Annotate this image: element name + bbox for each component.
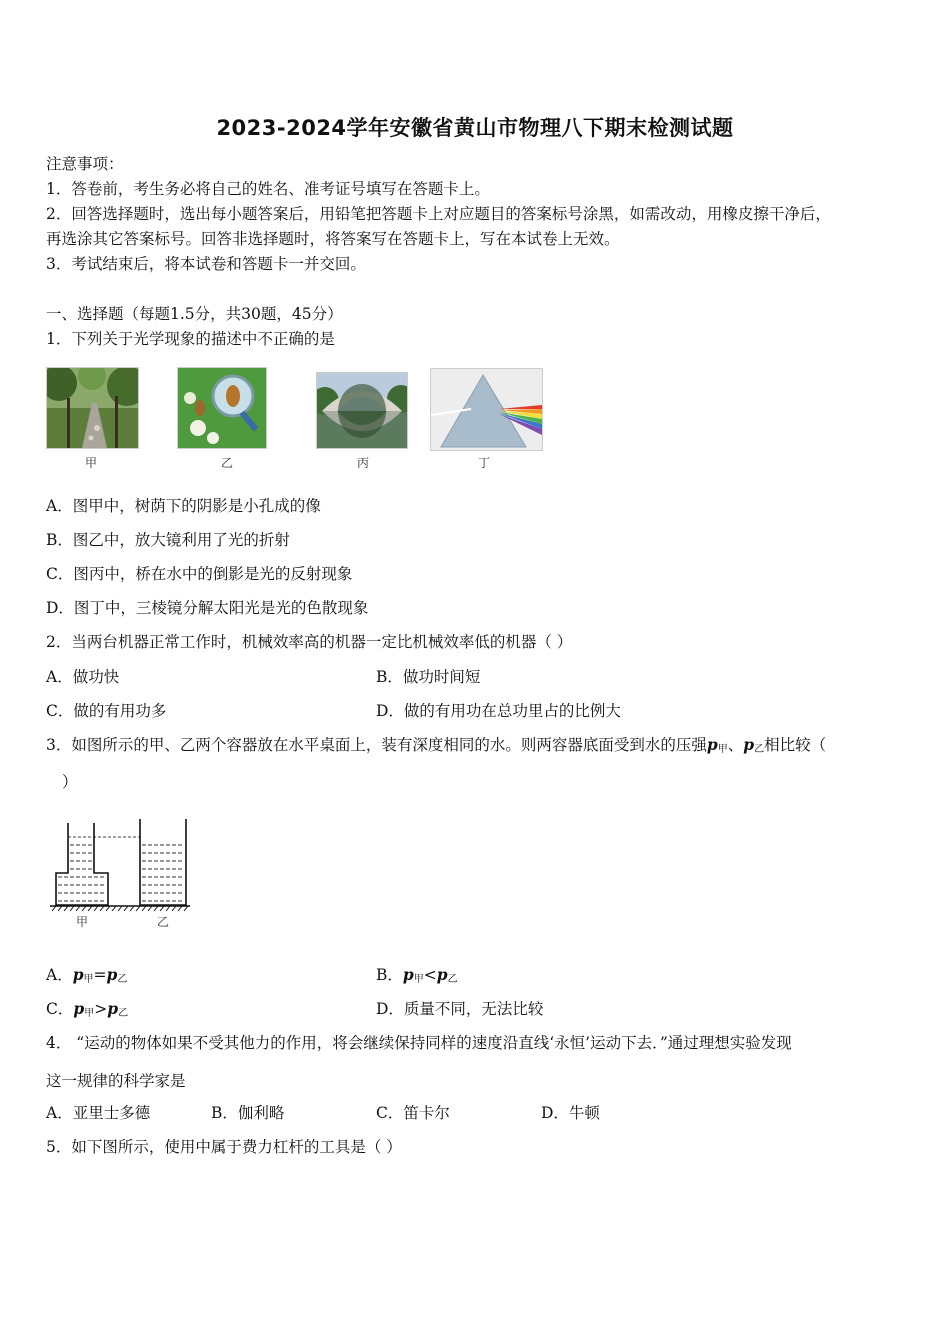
separator: 、 [727, 736, 744, 754]
q3-option-c: C．p甲>p乙 [46, 999, 129, 1019]
q4-stem-cont: 这一规律的科学家是 [46, 1072, 186, 1090]
q1-option-b: B．图乙中，放大镜利用了光的折射 [46, 531, 290, 549]
caption-ding: 丁 [478, 456, 491, 470]
containers-diagram [48, 815, 193, 915]
q2-option-c: C．做的有用功多 [46, 702, 167, 720]
notice-item-3: 3．考试结束后，将本试卷和答题卡一并交回。 [46, 255, 366, 273]
q2-option-d: D．做的有用功在总功里占的比例大 [376, 702, 621, 720]
q5-stem: 5．如下图所示，使用中属于费力杠杆的工具是（ ） [46, 1138, 402, 1156]
q1-option-d: D．图丁中，三棱镜分解太阳光是光的色散现象 [46, 599, 369, 617]
q1-option-a: A．图甲中，树荫下的阴影是小孔成的像 [46, 497, 321, 515]
pressure-symbol: p [743, 735, 755, 754]
notice-item-1: 1．答卷前，考生务必将自己的姓名、准考证号填写在答题卡上。 [46, 180, 490, 198]
q3-option-d: D．质量不同，无法比较 [376, 1000, 544, 1018]
subscript-yi: 乙 [754, 744, 765, 755]
caption-bing: 丙 [357, 456, 370, 470]
q4-option-a: A．亚里士多德 [46, 1104, 151, 1122]
bridge-reflection-photo [316, 372, 408, 449]
tree-shade-photo [46, 367, 139, 449]
notice-item-2a: 2．回答选择题时，选出每小题答案后，用铅笔把答题卡上对应题目的答案标号涂黑，如需改动，用橡皮擦干净后， [46, 205, 831, 223]
q1-stem: 1．下列关于光学现象的描述中不正确的是 [46, 330, 335, 348]
q2-stem: 2．当两台机器正常工作时，机械效率高的机器一定比机械效率低的机器（ ） [46, 633, 573, 651]
q4-option-c: C．笛卡尔 [376, 1104, 450, 1122]
q3-stem-close: ） [62, 773, 78, 791]
page-title: 2023-2024学年安徽省黄山市物理八下期末检测试题 [216, 116, 734, 140]
q3-stem-end: 相比较（ [764, 736, 827, 754]
q1-option-c: C．图丙中，桥在水中的倒影是光的反射现象 [46, 565, 353, 583]
pressure-symbol: p [706, 735, 718, 754]
q3-stem [46, 733, 826, 755]
q3-option-a: A．p甲=p乙 [46, 965, 128, 985]
q4-stem: 4． “运动的物体如果不受其他力的作用，将会继续保持同样的速度沿直线‘永恒’运动下去．”通过理想实验发现 [46, 1034, 792, 1052]
magnifier-photo [177, 367, 267, 449]
section-heading: 一、选择题（每题1.5分，共30题，45分） [46, 305, 343, 323]
prism-dispersion-picture [430, 368, 543, 451]
notice-item-2b: 再选涂其它答案标号。回答非选择题时，将答案写在答题卡上，写在本试卷上无效。 [46, 230, 620, 248]
q4-option-d: D．牛顿 [541, 1104, 600, 1122]
q2-option-b: B．做功时间短 [376, 668, 481, 686]
q4-option-b: B．伽利略 [211, 1104, 285, 1122]
subscript-jia: 甲 [717, 744, 728, 755]
caption-jia-container: 甲 [76, 915, 89, 929]
q3-stem-text: 3．如图所示的甲、乙两个容器放在水平桌面上，装有深度相同的水。则两容器底面受到水的压强 [46, 736, 707, 754]
q3-option-b: B．p甲<p乙 [376, 965, 458, 985]
caption-yi-container: 乙 [157, 915, 170, 929]
caption-yi: 乙 [221, 456, 234, 470]
caption-jia: 甲 [85, 456, 98, 470]
notice-heading: 注意事项： [46, 155, 124, 173]
q2-option-a: A．做功快 [46, 668, 120, 686]
